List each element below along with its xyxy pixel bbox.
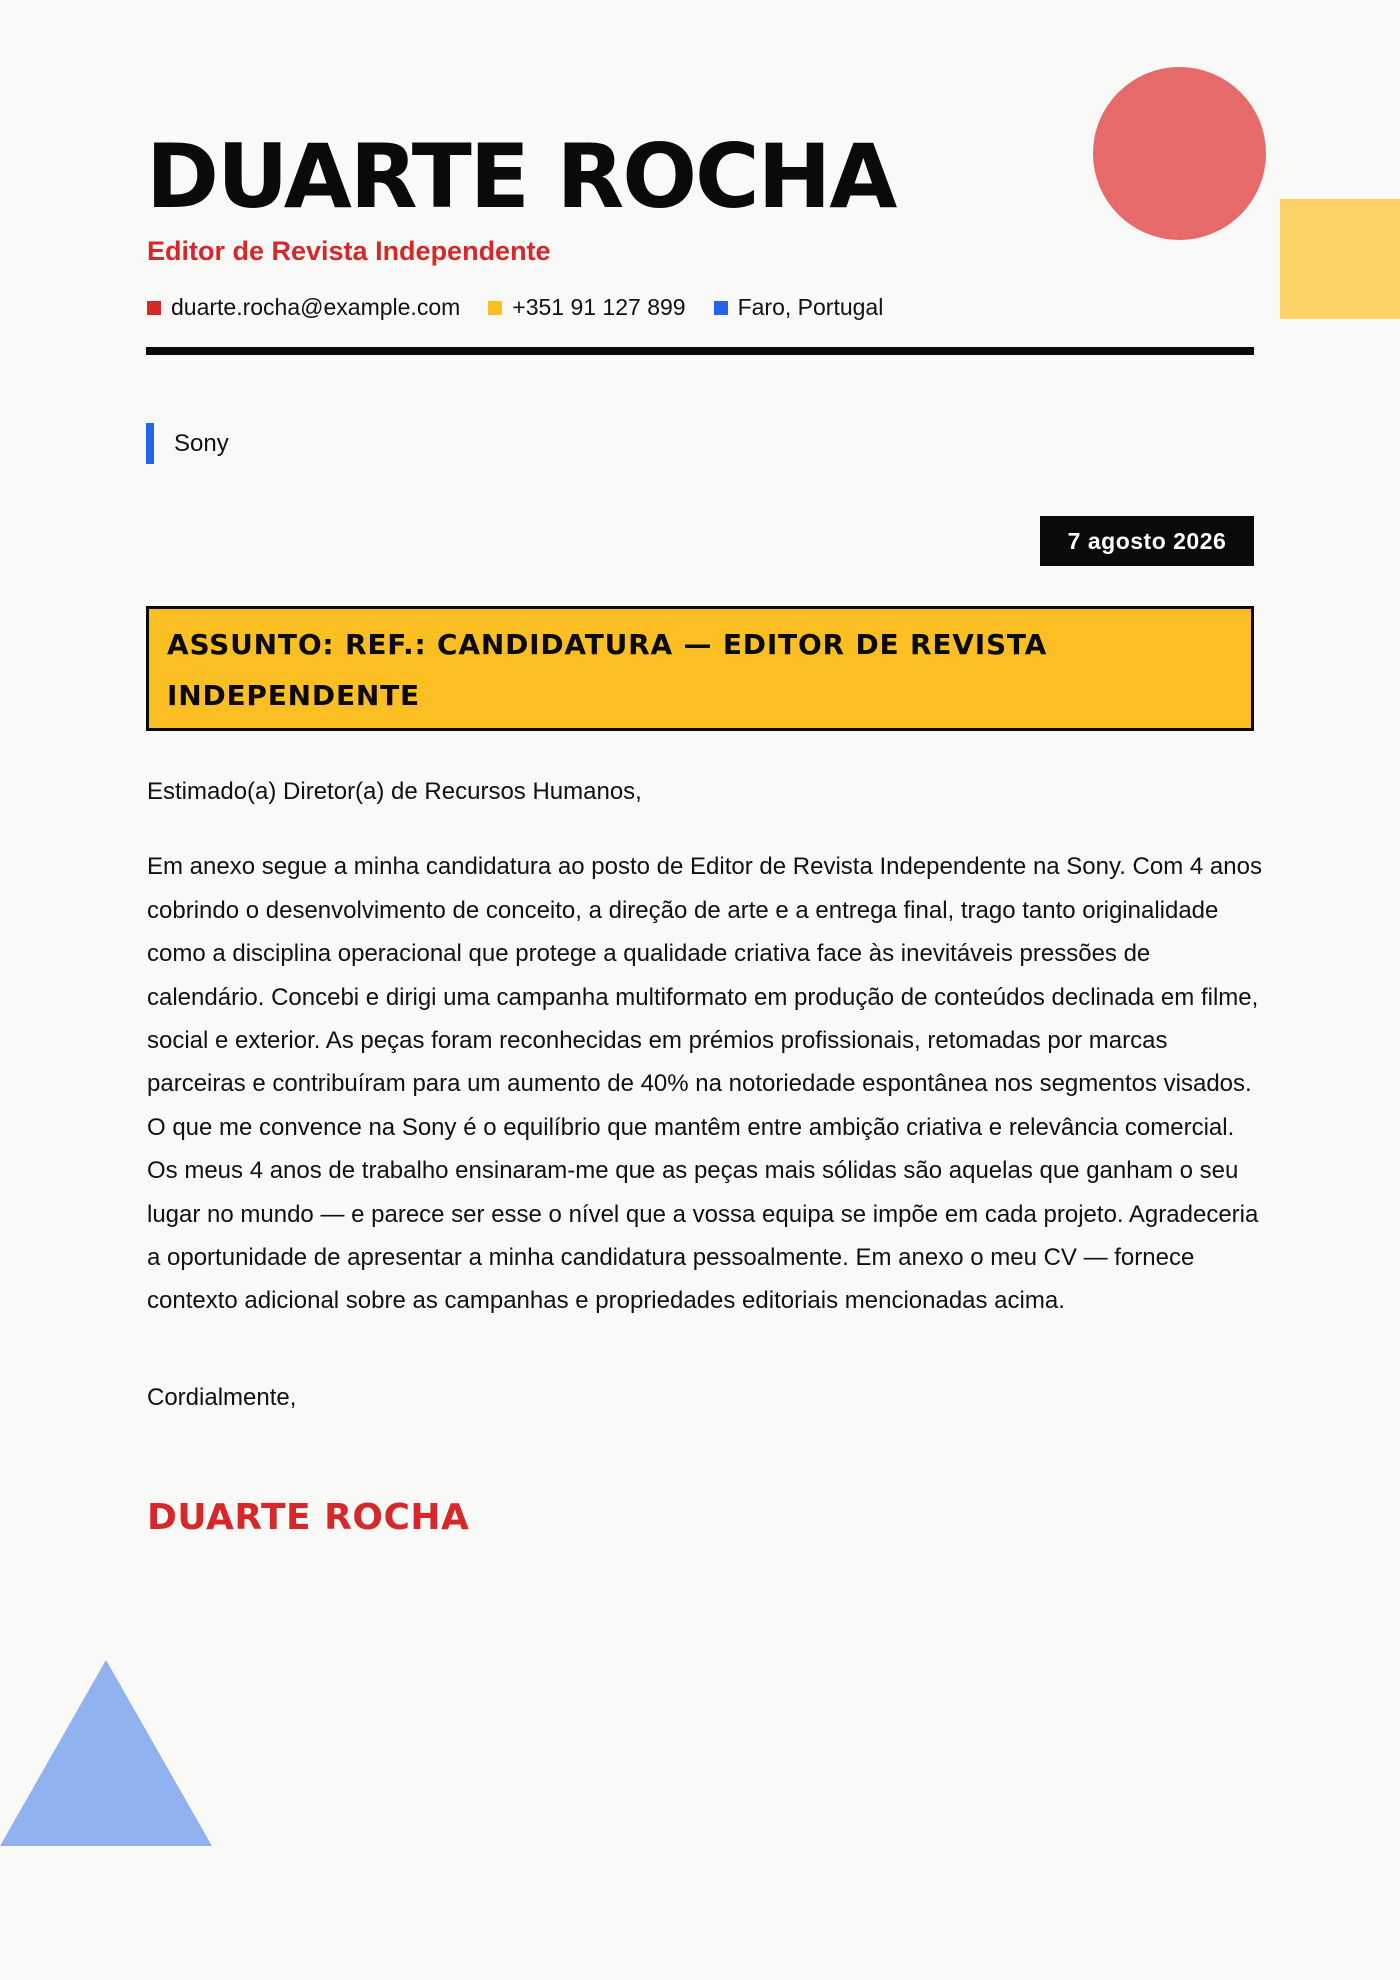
- salutation: Estimado(a) Diretor(a) de Recursos Humanos,: [147, 778, 642, 805]
- contact-location: [714, 294, 884, 321]
- recipient-company: [146, 423, 229, 464]
- email-text: duarte.rocha@example.com: [171, 294, 461, 320]
- signature-name: DUARTE ROCHA: [147, 1497, 470, 1538]
- blue-square-icon: [714, 301, 728, 315]
- header-divider: [146, 347, 1254, 355]
- red-square-icon: [147, 301, 161, 315]
- applicant-name: DUARTE ROCHA: [146, 125, 896, 228]
- recipient-text: Sony: [174, 429, 229, 457]
- date-badge: 7 agosto 2026: [1040, 516, 1254, 566]
- contact-email: [147, 294, 460, 321]
- closing: Cordialmente,: [147, 1383, 297, 1411]
- contact-phone: [488, 294, 685, 321]
- subject-box: ASSUNTO: REF.: CANDIDATURA — EDITOR DE REVISTA INDEPENDENTE: [146, 606, 1254, 731]
- yellow-square-icon: [488, 301, 502, 315]
- location-text: Faro, Portugal: [737, 294, 884, 320]
- applicant-role: Editor de Revista Independente: [147, 236, 551, 266]
- decorative-square: [1280, 199, 1400, 319]
- phone-text: +351 91 127 899: [512, 294, 686, 320]
- decorative-circle: [1093, 67, 1266, 240]
- decorative-triangle: [0, 1660, 212, 1846]
- body-paragraph: Em anexo segue a minha candidatura ao posto de Editor de Revista Independente na Sony. Com 4 anos cobrindo o desenvolvimento de conceito, a direção de arte e a entrega final, trago tanto originalidade como a disciplina operacional que protege a qualidade criativa face às inevitáveis pressões de calendário. Concebi e dirigi uma campanha multiformato em produção de conteúdos declinada em filme, social e exterior. As peças foram reconhecidas em prémios profissionais, retomadas por marcas parceiras e contribuíram para um aumento de 40% na notoriedade espontânea nos segmentos visados. O que me convence na Sony é o equilíbrio que mantêm entre ambição criativa e relevância comercial. Os meus 4 anos de trabalho ensinaram-me que as peças mais sólidas são aquelas que ganham o seu lugar no mundo — e parece ser esse o nível que a vossa equipa se impõe em cada projeto. Agradeceria a oportunidade de apresentar a minha candidatura pessoalmente. Em anexo o meu CV — fornece contexto adicional sobre as campanhas e propriedades editoriais mencionadas acima.: [147, 853, 1262, 1315]
- letter-body: [147, 770, 1267, 1419]
- contact-info: [147, 294, 911, 321]
